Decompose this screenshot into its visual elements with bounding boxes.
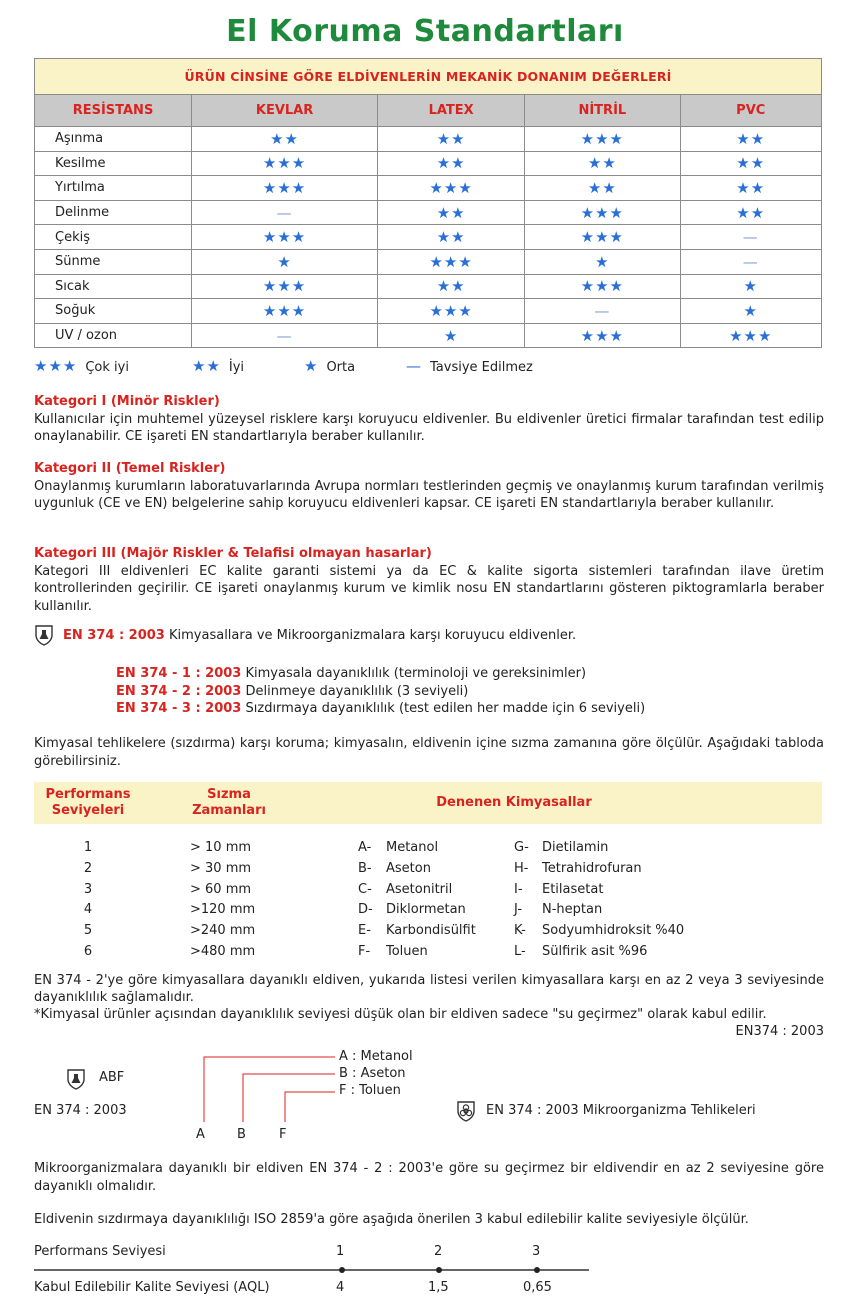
aql-level: 2 — [434, 1244, 443, 1259]
header-tested-chemicals: Denenen Kimyasallar — [436, 795, 592, 810]
rating-cell: ★★ — [680, 176, 822, 201]
row-label: Soğuk — [35, 299, 192, 324]
row-label: Çekiş — [35, 225, 192, 250]
table-row — [35, 200, 822, 225]
legend-label: Çok iyi — [85, 360, 129, 375]
rating-cell: ★★ — [525, 151, 680, 176]
row-label: Sıcak — [35, 274, 192, 299]
leak-time: >480 mm — [190, 943, 256, 959]
note-text: EN 374 - 2'ye göre kimyasallara dayanıklı eldiven, yukarıda listesi verilen kimyasallara karşı en az 2 veya 3 seviyesinde dayanıklılık sağlamalıdır. — [34, 973, 824, 1005]
aql-value: 0,65 — [523, 1280, 552, 1295]
performance-intro: Kimyasal tehlikelere (sızdırma) karşı koruma; kimyasalın, eldivenin içine sızma zamanına göre ölçülür. Aşağıdaki tabloda görebilirsiniz. — [34, 736, 824, 769]
column-header: PVC — [680, 95, 822, 127]
chemical-code: G- — [514, 840, 529, 855]
column-header: RESİSTANS — [35, 95, 192, 127]
rating-cell: ★★★ — [192, 274, 378, 299]
category-text: Kullanıcılar için muhtemel yüzeysel risklere karşı koruyucu eldivenler. Bu eldivenler üretici firmalar tarafından test edilip onaylanabilir. CE işareti EN standartlarıyla beraber kullanılır. — [34, 411, 824, 444]
micro-hazard-label: EN 374 : 2003 Mikroorganizma Tehlikeleri — [486, 1103, 756, 1118]
chemical-name: Dietilamin — [542, 840, 609, 855]
aql-value: 4 — [336, 1280, 345, 1295]
table-row — [35, 225, 822, 250]
legend-label: İyi — [228, 360, 245, 375]
category-text: Kategori III eldivenleri EC kalite garanti sistemi ya da EC & kalite sigorta sistemleri tarafından ilave üretim kontrollerinden geçirilir. CE işareti onaylanmış kurum ve kimlik nosu EN standartlarını gösteren piktogramlarla beraber kullanılır. — [34, 563, 824, 614]
iso-text: Eldivenin sızdırmaya dayanıklılığı ISO 2859'a göre aşağıda önerilen 3 kabul edilebilir kalite seviyesiyle ölçülür. — [34, 1212, 749, 1227]
levels-column — [78, 838, 98, 963]
table-header-row — [35, 95, 822, 127]
leak-time: > 60 mm — [190, 881, 252, 897]
aql-row-label: Performans Seviyesi — [34, 1244, 166, 1259]
performance-level: 4 — [83, 902, 93, 918]
rating-cell: — — [680, 249, 822, 274]
chemical-item — [514, 921, 714, 942]
part-code: EN 374 - 2 : 2003 — [116, 683, 242, 699]
note-text: *Kimyasal ürünler açısından dayanıklılık seviyesi düşük olan bir eldiven sadece "su geçirmez" olarak kabul edilir. — [34, 1007, 767, 1022]
star-icon: ★★ — [192, 357, 221, 375]
table-caption-row — [35, 59, 822, 95]
aql-value: 1,5 — [428, 1280, 449, 1295]
category-3 — [34, 545, 824, 615]
chemical-code: L- — [514, 943, 526, 959]
chemical-code: E- — [358, 923, 371, 939]
rating-cell: ★★★ — [192, 225, 378, 250]
rating-cell: ★ — [680, 299, 822, 324]
rating-cell: ★★ — [378, 151, 525, 176]
aql-scale — [34, 1240, 824, 1300]
chemical-item — [514, 859, 714, 880]
category-1 — [34, 393, 824, 446]
chemical-name: Sodyumhidroksit %40 — [542, 923, 685, 939]
rating-cell: ★★★ — [525, 225, 680, 250]
rating-cell: ★★ — [192, 127, 378, 152]
standard-code: EN 374 : 2003 — [63, 628, 165, 643]
part-code: EN 374 - 1 : 2003 — [116, 666, 242, 681]
performance-level: 2 — [83, 860, 93, 876]
performance-level: 6 — [83, 943, 93, 959]
rating-cell: ★ — [680, 274, 822, 299]
rating-cell: ★★★ — [525, 323, 680, 348]
note-reference: EN374 : 2003 — [735, 1024, 824, 1039]
table-row — [35, 151, 822, 176]
chemicals-right-column — [514, 838, 714, 963]
column-header: LATEX — [378, 95, 525, 127]
rating-cell: — — [525, 299, 680, 324]
row-label: Delinme — [35, 200, 192, 225]
mechanical-values-table — [34, 58, 822, 348]
table-row — [35, 249, 822, 274]
chemical-name: Sülfirik asit %96 — [542, 943, 648, 959]
legend-label: Tavsiye Edilmez — [430, 360, 533, 375]
chemical-name: Asetonitril — [386, 881, 453, 897]
rating-cell: ★★ — [378, 127, 525, 152]
chemical-item — [358, 921, 508, 942]
rating-cell: ★★★ — [525, 127, 680, 152]
rating-cell: — — [192, 200, 378, 225]
rating-cell: ★★★ — [525, 200, 680, 225]
row-label: UV / ozon — [35, 323, 192, 348]
diagram-letter: A — [196, 1127, 205, 1142]
microorganism-text: Mikroorganizmalara dayanıklı bir eldiven EN 374 - 2 : 2003'e göre su geçirmez bir eldivendir en az 2 seviyesine göre dayanıklı olmalıdır. — [34, 1161, 824, 1194]
chemical-name: Tetrahidrofuran — [542, 860, 642, 876]
chemical-code: I- — [514, 881, 523, 897]
aql-level: 1 — [336, 1244, 345, 1259]
chemical-item — [358, 880, 508, 901]
standard-desc: Kimyasallara ve Mikroorganizmalara karşı koruyucu eldivenler. — [169, 628, 577, 643]
chemical-code: J- — [514, 902, 523, 918]
header-performance-levels: Performans Seviyeleri — [45, 787, 131, 818]
rating-cell: ★★★ — [192, 176, 378, 201]
rating-cell: ★★★ — [192, 151, 378, 176]
list-item — [116, 683, 645, 701]
chemical-name: Toluen — [386, 943, 428, 959]
connector-lines — [0, 1040, 850, 1150]
chemical-item — [358, 838, 508, 859]
chemical-code: K- — [514, 923, 526, 939]
marking-diagram — [0, 1040, 850, 1150]
table-row — [35, 176, 822, 201]
chemical-code: F- — [358, 943, 371, 959]
chemical-shield-icon — [34, 624, 54, 646]
chemicals-left-column — [358, 838, 508, 963]
category-title: Kategori II (Temel Riskler) — [34, 461, 226, 476]
table-row — [35, 323, 822, 348]
chemical-name: Aseton — [386, 860, 431, 876]
chemical-item — [514, 838, 714, 859]
rating-cell: ★ — [525, 249, 680, 274]
chemical-name: Metanol — [386, 840, 439, 855]
row-label: Kesilme — [35, 151, 192, 176]
star-icon: ★ — [304, 357, 319, 375]
row-label: Sünme — [35, 249, 192, 274]
en374-line — [63, 628, 576, 643]
leak-time: > 30 mm — [190, 860, 252, 876]
category-2 — [34, 460, 824, 513]
page-title: El Koruma Standartları — [226, 14, 624, 49]
diagram-letter: F — [279, 1127, 287, 1142]
rating-cell: ★★ — [680, 200, 822, 225]
diagram-letter: B — [237, 1127, 246, 1142]
part-desc: Sızdırmaya dayanıklılık (test edilen her madde için 6 seviyeli) — [245, 701, 646, 716]
chemical-name: Karbondisülfit — [386, 923, 476, 939]
rating-cell: — — [680, 225, 822, 250]
leak-time: >120 mm — [190, 902, 256, 918]
rating-cell: ★★★ — [378, 176, 525, 201]
list-item — [116, 700, 645, 718]
table-caption: ÜRÜN CİNSİNE GÖRE ELDİVENLERİN MEKANİK DONANIM DEĞERLERİ — [35, 59, 822, 95]
chemical-code: C- — [358, 881, 372, 897]
chemical-code: D- — [358, 902, 373, 918]
part-code: EN 374 - 3 : 2003 — [116, 701, 242, 716]
legend-item — [304, 357, 355, 375]
chemical-name: Diklormetan — [386, 902, 466, 918]
star-icon: ★★★ — [34, 357, 78, 375]
legend-item — [192, 357, 244, 375]
rating-cell: — — [192, 323, 378, 348]
abf-label: ABF — [99, 1070, 125, 1085]
category-title: Kategori I (Minör Riskler) — [34, 394, 220, 409]
legend-item — [34, 357, 129, 375]
header-leak-times: Sızma Zamanları — [192, 787, 266, 818]
chemical-name: N-heptan — [542, 902, 603, 918]
column-header: KEVLAR — [192, 95, 378, 127]
table-row — [35, 127, 822, 152]
rating-cell: ★ — [378, 323, 525, 348]
table-row — [35, 299, 822, 324]
performance-level: 3 — [83, 881, 93, 897]
diagram-label: A : Metanol — [339, 1049, 413, 1064]
category-title: Kategori III (Majör Riskler & Telafisi olmayan hasarlar) — [34, 546, 432, 561]
en374-heading — [34, 628, 824, 650]
rating-cell: ★★ — [378, 200, 525, 225]
chemical-item — [358, 942, 508, 963]
chemical-name: Etilasetat — [542, 881, 604, 897]
rating-legend — [34, 357, 634, 377]
diagram-label: B : Aseton — [339, 1066, 406, 1081]
rating-cell: ★★★ — [378, 299, 525, 324]
category-text: Onaylanmış kurumların laboratuvarlarında Avrupa normları testlerinden geçmiş ve onaylanmış kurum tarafından verilmiş uygunluk (CE ve EN) belgelerine sahip koruyucu eldivenleri kapsar. CE işareti EN standartlarıyla beraber kullanılır. — [34, 478, 824, 511]
rating-cell: ★★ — [680, 151, 822, 176]
chemical-item — [514, 900, 714, 921]
rating-cell: ★★★ — [525, 274, 680, 299]
row-label: Aşınma — [35, 127, 192, 152]
times-column — [190, 838, 270, 963]
rating-cell: ★★ — [378, 274, 525, 299]
dash-icon: — — [406, 357, 422, 375]
legend-label: Orta — [326, 360, 356, 375]
performance-level: 1 — [83, 840, 93, 855]
rating-cell: ★★ — [525, 176, 680, 201]
column-header: NİTRİL — [525, 95, 680, 127]
biohazard-shield-icon — [456, 1100, 476, 1122]
performance-level: 5 — [83, 923, 93, 939]
rating-cell: ★★★ — [680, 323, 822, 348]
row-label: Yırtılma — [35, 176, 192, 201]
diagram-label: F : Toluen — [339, 1083, 401, 1098]
aql-level: 3 — [532, 1244, 541, 1259]
table-row — [35, 274, 822, 299]
rating-cell: ★★★ — [378, 249, 525, 274]
en374-parts — [116, 665, 645, 718]
chemical-code: H- — [514, 860, 529, 876]
rating-cell: ★★ — [378, 225, 525, 250]
rating-cell: ★★★ — [192, 299, 378, 324]
chemical-item — [358, 859, 508, 880]
part-desc: Kimyasala dayanıklılık (terminoloji ve gereksinimler) — [245, 666, 587, 681]
chemical-code: A- — [358, 840, 372, 855]
list-item — [116, 665, 645, 683]
chemical-item — [358, 900, 508, 921]
notes — [34, 972, 824, 1040]
part-desc: Delinmeye dayanıklılık (3 seviyeli) — [245, 683, 469, 699]
chemical-item — [514, 942, 714, 963]
diagram-standard: EN 374 : 2003 — [34, 1103, 127, 1118]
rating-cell: ★★ — [680, 127, 822, 152]
leak-time: >240 mm — [190, 923, 256, 939]
rating-cell: ★ — [192, 249, 378, 274]
chemical-item — [514, 880, 714, 901]
leak-time: > 10 mm — [190, 840, 252, 855]
performance-header-band — [34, 782, 822, 824]
legend-item — [406, 357, 533, 375]
chemical-code: B- — [358, 860, 372, 876]
aql-row-label: Kabul Edilebilir Kalite Seviyesi (AQL) — [34, 1280, 270, 1295]
